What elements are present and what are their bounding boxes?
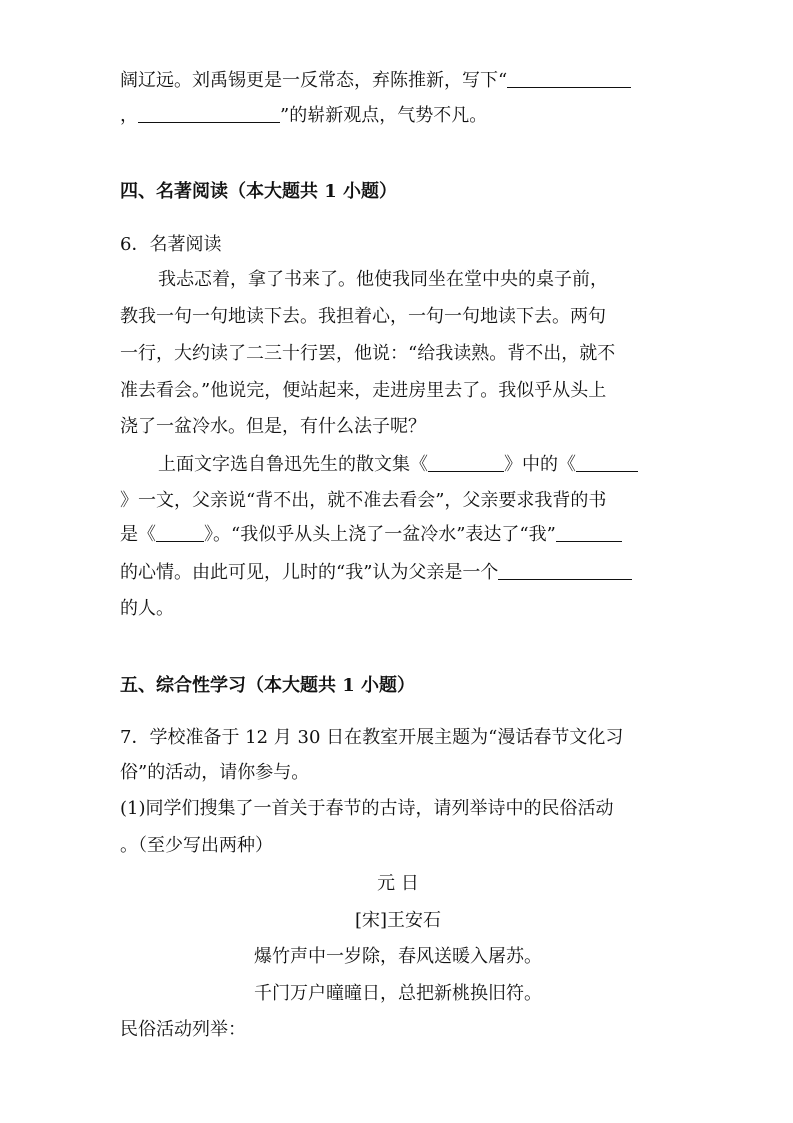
q6-question-line-4 [120,561,676,585]
q7-sub1-line-1: (1)同学们搜集了一首关于春节的古诗，请列举诗中的民俗活动 [120,798,614,819]
q6-passage-line: 浇了一盆冷水。但是，有什么法子呢？ [120,416,426,437]
q6-question-line-5: 的人。 [120,598,174,619]
poem-line: 爆竹声中一岁除，春风送暖入屠苏。 [254,946,542,967]
q6-label: 6．名著阅读 [120,234,222,255]
answer-blank[interactable] [156,523,204,542]
q6-question-text: 是《 [120,524,156,545]
q7-sub1-line-2: 。（至少写出两种） [120,835,273,856]
section-heading-5: 五、综合性学习（本大题共 1 小题） [120,675,416,696]
q5-continuation-line-2 [120,104,676,128]
q5-text-tail: ”的崭新观点，气势不凡。 [280,105,488,126]
q6-question-line-2: 》一文，父亲说“背不出，就不准去看会”，父亲要求我背的书 [120,490,607,511]
q5-text: 阔辽远。刘禹锡更是一反常态，弃陈推新，写下“ [120,70,508,91]
answer-blank[interactable] [498,561,632,580]
answer-label: 民俗活动列举： [120,1019,246,1040]
q7-text-line-1: 7．学校准备于 12 月 30 日在教室开展主题为“漫话春节文化习 [120,727,624,748]
answer-blank[interactable] [428,453,504,472]
answer-blank[interactable] [507,69,631,88]
answer-blank[interactable] [556,523,622,542]
q6-question-text: 上面文字选自鲁迅先生的散文集《 [158,454,428,475]
section-heading-4: 四、名著阅读（本大题共 1 小题） [120,181,398,202]
q6-passage-line: 教我一句一句地读下去。我担着心，一句一句地读下去。两句 [120,306,606,327]
q6-question-text: 》中的《 [504,454,576,475]
answer-blank[interactable] [138,104,280,123]
q6-passage-line: 准去看会。”他说完，便站起来，走进房里去了。我似乎从头上 [120,380,607,401]
q6-question-text: 的心情。由此可见，儿时的“我”认为父亲是一个 [120,562,499,583]
q6-question-line-3 [120,523,676,547]
q6-passage-line: 一行，大约读了二三十行罢，他说：“给我读熟。背不出，就不 [120,343,616,364]
q6-question-text: 》。“我似乎从头上浇了一盆冷水”表达了“我” [204,524,556,545]
answer-blank[interactable] [576,453,638,472]
q6-question-line-1 [120,453,714,477]
q7-text-line-2: 俗”的活动，请你参与。 [120,762,310,783]
q5-comma: ， [120,105,138,126]
q6-passage-line: 我忐忑着，拿了书来了。他使我同坐在堂中央的桌子前， [158,269,608,290]
poem-author: [宋]王安石 [354,910,442,931]
q5-continuation-line-1 [120,69,676,93]
poem-title: 元 日 [377,873,419,894]
poem-line: 千门万户曈曈日，总把新桃换旧符。 [254,983,542,1004]
